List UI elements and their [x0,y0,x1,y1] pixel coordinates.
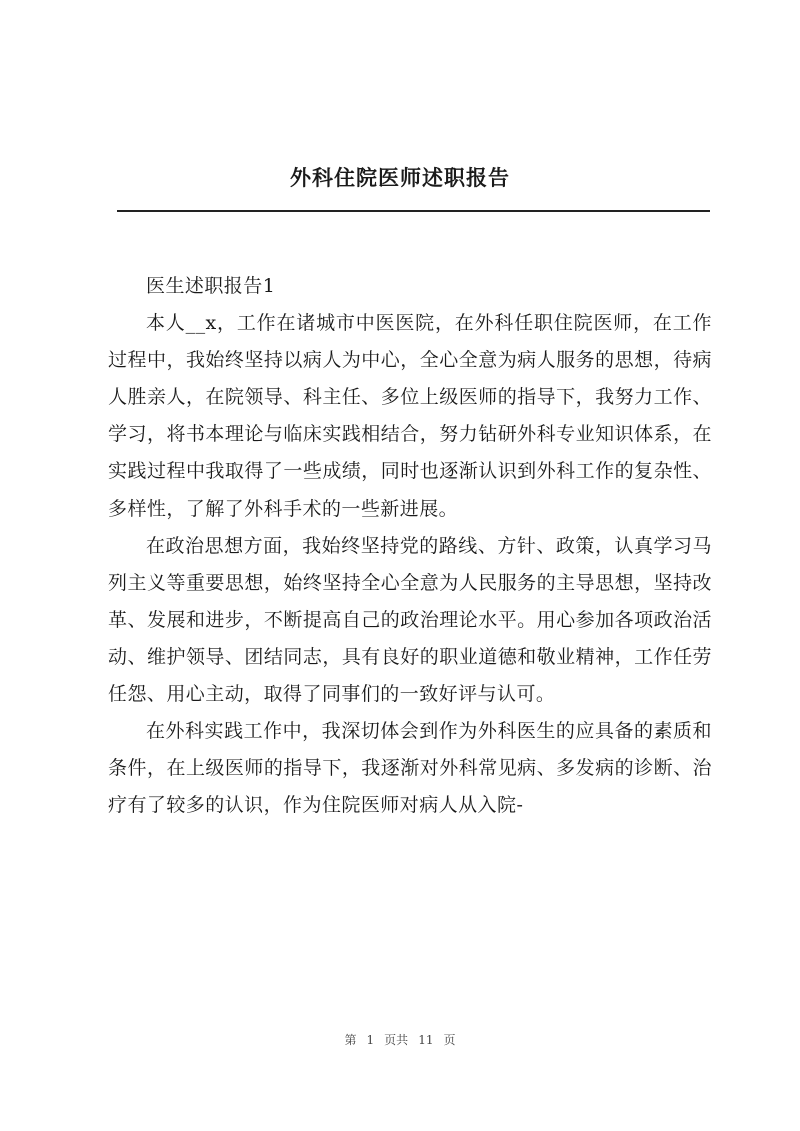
page-label-prefix: 第 [344,1033,357,1047]
paragraph-practice: 在外科实践工作中，我深切体会到作为外科医生的应具备的素质和条件，在上级医师的指导下，我逐渐对外科常见病、多发病的诊断、治疗有了较多的认识，作为住院医师对病人从入院- [108,720,712,817]
page-label-middle: 页共 [384,1033,409,1047]
total-pages-number: 11 [418,1033,434,1047]
page-label-suffix: 页 [443,1033,456,1047]
page-footer [0,1031,800,1049]
paragraph-intro: 本人__x，工作在诸城市中医医院，在外科任职住院医师，在工作过程中，我始终坚持以病人为中心，全心全意为病人服务的思想，待病人胜亲人，在院领导、科主任、多位上级医师的指导下，我努力工作、学习，将书本理论与临床实践相结合，努力钻研外科专业知识体系，在实践过程中我取得了一些成绩，同时也逐渐认识到外科工作的复杂性、多样性，了解了外科手术的一些新进展。 [108,312,712,520]
section-heading: 医生述职报告1 [146,275,276,297]
current-page-number: 1 [366,1033,375,1047]
document-body [108,268,712,824]
paragraph-political: 在政治思想方面，我始终坚持党的路线、方针、政策，认真学习马列主义等重要思想，始终坚持全心全意为人民服务的主导思想，坚持改革、发展和进步，不断提高自己的政治理论水平。用心参加各项政治活动、维护领导、团结同志，具有良好的职业道德和敬业精神，工作任劳任怨、用心主动，取得了同事们的一致好评与认可。 [108,534,712,706]
document-title: 外科住院医师述职报告 [290,165,510,190]
title-underline [117,210,710,212]
